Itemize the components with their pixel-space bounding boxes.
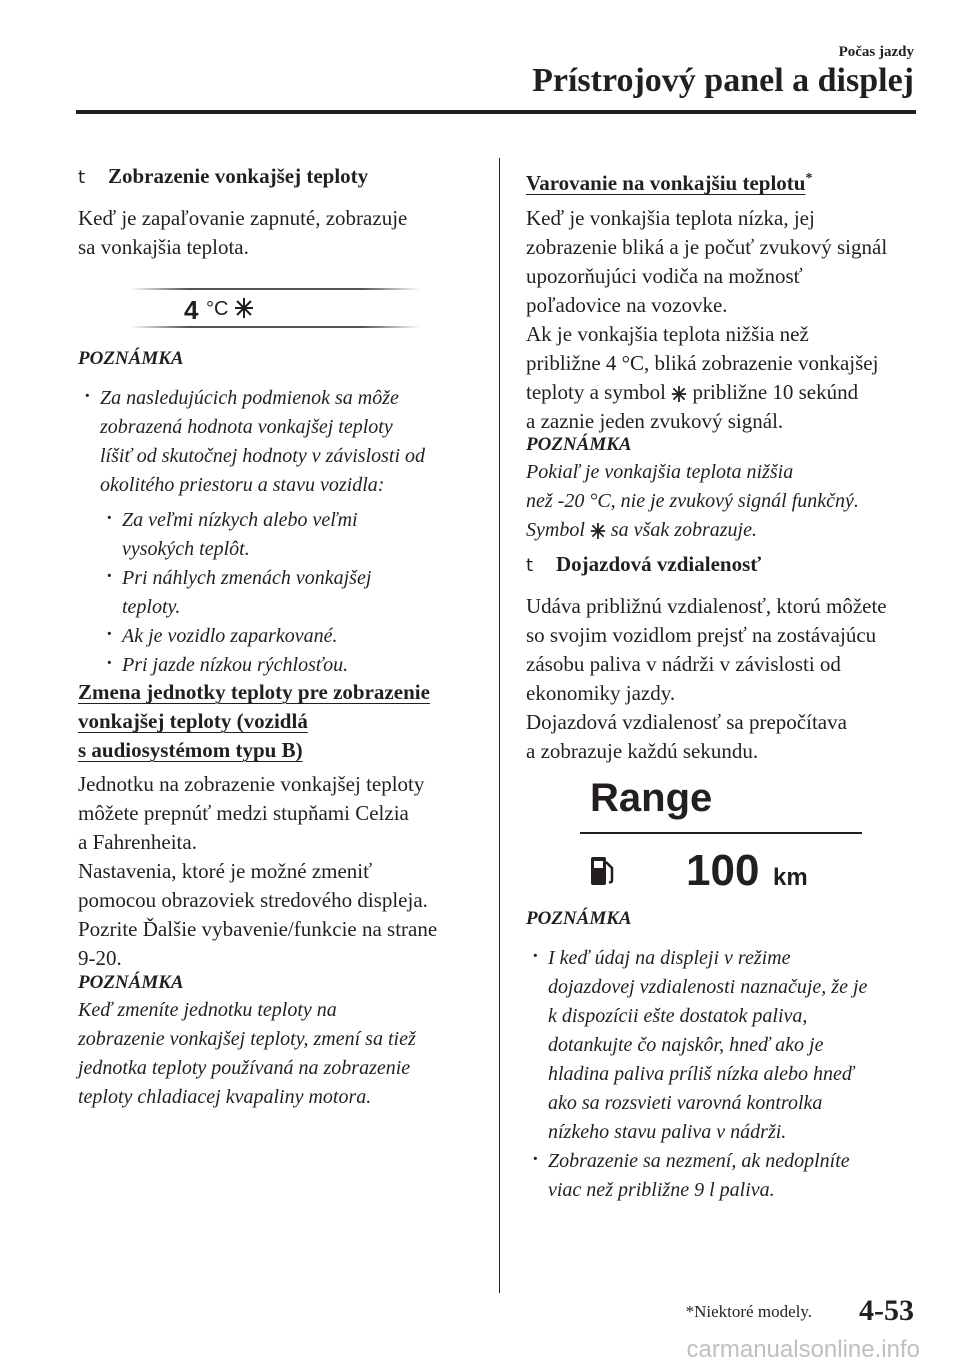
note-text: sa však zobrazuje. (610, 519, 757, 541)
section-heading-range (526, 552, 761, 577)
running-title: Počas jazdy (838, 44, 914, 60)
chapter-title: Prístrojový panel a displej (532, 62, 914, 99)
note-line: vysokých teplôt. (122, 538, 250, 560)
note-line: · Pri jazde nízkou rýchlosťou. (122, 654, 349, 676)
note-bullet (78, 384, 478, 500)
page-number: 4-53 (859, 1294, 914, 1327)
note-subitem (78, 506, 478, 564)
note-line: zobrazenie vonkajšej teploty, zmení sa tiež (78, 1028, 416, 1050)
note-line: jednotka teploty používaná na zobrazenie (78, 1057, 411, 1079)
note-line: zobrazená hodnota vonkajšej teploty (100, 416, 393, 438)
note-text: Symbol (526, 519, 585, 541)
section-title: Zobrazenie vonkajšej teploty (108, 164, 369, 188)
display-rule-top (130, 288, 420, 290)
body-line: so svojim vozidlom prejsť na zostávajúcu (526, 623, 877, 647)
note-bullets (526, 944, 867, 1205)
note-text (78, 996, 416, 1112)
body-line: ekonomiky jazdy. (526, 681, 676, 705)
temperature-unit: °C (206, 298, 229, 320)
section-marker: t (526, 555, 534, 576)
intro-line: sa vonkajšia teplota. (78, 235, 249, 259)
temperature-display (130, 284, 420, 330)
body-line: pomocou obrazoviek stredového displeja. (78, 888, 428, 912)
note-line: líšiť od skutočnej hodnoty v závislosti od (100, 445, 426, 467)
note-subitem (78, 564, 478, 622)
fuel-pump-icon (588, 854, 616, 888)
snowflake-icon (671, 385, 687, 403)
subsection-title-line: vonkajšej teploty (vozidlá (78, 709, 308, 733)
note-line: · Zobrazenie sa nezmení, ak nedoplníte (548, 1150, 850, 1172)
note-line: k dispozícii ešte dostatok paliva, (548, 1005, 808, 1027)
body-line: a zobrazuje každú sekundu. (526, 739, 759, 763)
note-line: hladina paliva príliš nízka alebo hneď (548, 1063, 855, 1085)
snowflake-icon (234, 297, 254, 319)
section-title: Dojazdová vzdialenosť (556, 552, 762, 576)
warning-title: Varovanie na vonkajšiu teplotu (526, 171, 806, 195)
note-line: než -20 °C, nie je zvukový signál funkčný. (526, 490, 859, 512)
range-value: 100 (686, 846, 760, 895)
body-text: teploty a symbol (526, 380, 666, 404)
note-line: · Pri náhlych zmenách vonkajšej (122, 567, 372, 589)
intro-line: Keď je zapaľovanie zapnuté, zobrazuje (78, 206, 408, 230)
note-bullet (526, 944, 867, 1147)
note-line (526, 516, 859, 545)
note-line: · Ak je vozidlo zaparkované. (122, 625, 338, 647)
note-line: ako sa rozsvieti varovná kontrolka (548, 1092, 823, 1114)
body-line: Udáva približnú vzdialenosť, ktorú môžete (526, 594, 887, 618)
note-title: POZNÁMKA (78, 972, 184, 993)
note-line: nízkeho stavu paliva v nádrži. (548, 1121, 787, 1143)
warning-heading (526, 164, 812, 198)
asterisk-mark: * (805, 171, 813, 186)
note-bullet (526, 1147, 867, 1205)
body-text: približne 10 sekúnd (692, 380, 859, 404)
note-title: POZNÁMKA (526, 908, 632, 929)
range-divider (580, 832, 862, 834)
note-line: dojazdovej vzdialenosti naznačuje, že je (548, 976, 868, 998)
body-line: Dojazdová vzdialenosť sa prepočítava (526, 710, 847, 734)
note-line: · I keď údaj na displeji v režime (548, 947, 791, 969)
note-line: · Za nasledujúcich podmienok sa môže (100, 387, 399, 409)
note-line: Keď zmeníte jednotku teploty na (78, 999, 337, 1021)
intro-text (78, 204, 407, 262)
note-title: POZNÁMKA (78, 348, 184, 369)
range-display (580, 770, 870, 900)
note-line: Pokiaľ je vonkajšia teplota nižšia (526, 461, 794, 483)
body-line: zobrazenie bliká a je počuť zvukový signál (526, 235, 888, 259)
note-line: · Za veľmi nízkych alebo veľmi (122, 509, 358, 531)
note-subitem (78, 651, 478, 680)
body-line: poľadovice na vozovke. (526, 293, 728, 317)
body-line: Ak je vonkajšia teplota nižšia než (526, 322, 809, 346)
body-line: upozorňujúci vodiča na možnosť (526, 264, 803, 288)
range-unit: km (773, 864, 808, 891)
note-line: dotankujte čo najskôr, hneď ako je (548, 1034, 824, 1056)
warning-body (526, 204, 887, 436)
body-line: môžete prepnúť medzi stupňami Celzia (78, 801, 409, 825)
footnote: *Niektoré modely. (685, 1302, 812, 1321)
subsection-title-line: s audiosystémom typu B) (78, 738, 303, 762)
note-line: teploty chladiacej kvapaliny motora. (78, 1086, 372, 1108)
header-rule (76, 110, 916, 114)
note-subitem (78, 622, 478, 651)
note-line: viac než približne 9 l paliva. (548, 1179, 775, 1201)
column-divider (499, 158, 500, 1293)
body-line: Jednotku na zobrazenie vonkajšej teploty (78, 772, 425, 796)
body-line: Nastavenia, ktoré je možné zmeniť (78, 859, 373, 883)
body-line: Pozrite Ďalšie vybavenie/funkcie na strane (78, 917, 438, 941)
range-body (526, 592, 887, 766)
section-marker: t (78, 167, 86, 188)
body-line (526, 378, 887, 407)
range-label: Range (590, 776, 713, 820)
note-title: POZNÁMKA (526, 434, 632, 455)
body-line: zásobu paliva v nádrži v závislosti od (526, 652, 841, 676)
watermark: carmanualsonline.info (686, 1336, 920, 1363)
subsection-body (78, 770, 437, 973)
body-line: približne 4 °C, bliká zobrazenie vonkajšej (526, 351, 879, 375)
subsection-heading-temperature-unit (78, 678, 430, 765)
note-bullets (78, 384, 478, 680)
snowflake-icon (590, 522, 606, 540)
note-line: teploty. (122, 596, 181, 618)
display-rule-bottom (130, 326, 420, 328)
body-line: Keď je vonkajšia teplota nízka, jej (526, 206, 815, 230)
note-text (526, 458, 859, 545)
body-line: 9-20. (78, 946, 122, 970)
body-line: a Fahrenheita. (78, 830, 197, 854)
subsection-title-line: Zmena jednotky teploty pre zobrazenie (78, 680, 430, 704)
temperature-value: 4 (184, 295, 199, 325)
note-line: okolitého priestoru a stavu vozidla: (100, 474, 385, 496)
body-line: a zaznie jeden zvukový signál. (526, 409, 784, 433)
section-heading-outside-temperature (78, 164, 368, 189)
